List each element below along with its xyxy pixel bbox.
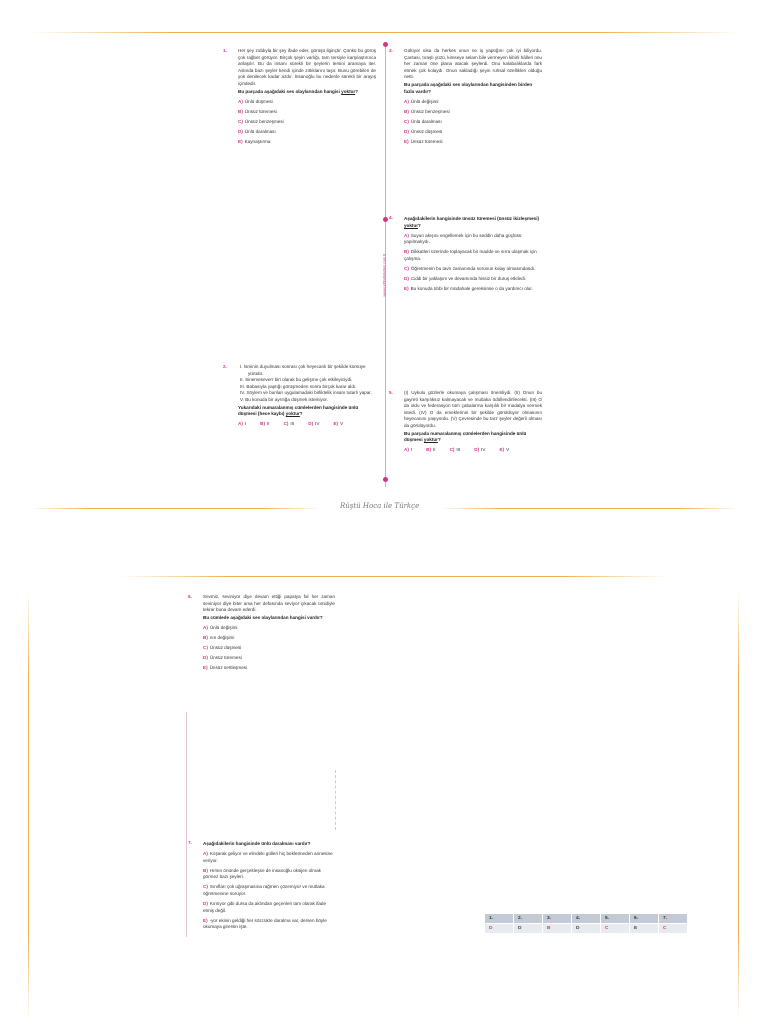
statement-2: II. Sinemeseverr biri olarak bu gelişme çok etkileyiciydi. [240,377,353,383]
question-5 [389,390,542,453]
answer-key-answer: D [514,924,543,934]
option-d[interactable]: D) Ünsüz düşmesi [404,128,443,134]
page2-left-rule [28,590,29,1020]
question-text: (I) Uykulu gözlerle okumaya çalışması önemliydi. (II) Onun bu gayreti karşılıksız kalmayacak ve mutlaka ödüllendirilecekti. (III) O da oldu ve federasyon tüm çabalarına karşılık bir madalya vermek istedi. (IV) O da emeklerinin bir şekilde görüldüyor olmasının heyecanını yaşıyordu. (V) Çevresinde bu tarz şeyler değerli olması da görülüyordu. [404,390,542,428]
answer-key-answer: E [630,924,659,934]
statement-5: V. Bu konuda bir ayrılığa düşmek istemiyor. [240,396,328,402]
page2-column-marks [335,770,337,830]
option-b[interactable]: B) II [426,446,436,452]
option-b[interactable]: B) Hırsın önünde gerçekleşse de insanoğlu oksijen olmak görmez bazı şeyleri. [203,867,321,880]
statement-1: I. İsminin duyulması sonrası çok heyecanlı bir şekilde kürsüye yürüdü. [240,364,366,376]
option-e[interactable]: E) -yor ekinin geldiği her sözcükte daralma var, dersen böyle okumaya girersin işte. [203,917,327,930]
question-prompt: Bu cümlede aşağıdaki ses olaylarından hangisi vardır? [203,614,323,620]
question-number: 3. [389,48,393,53]
answer-key-table [484,913,688,934]
side-url: www.pdfindirdelimi.com.tr [383,253,388,297]
option-c[interactable]: C) Ünsüz benzeşmesi [238,118,284,124]
question-number: 2. [223,364,227,369]
question-6 [188,594,335,672]
option-d[interactable]: D) Ünsüz türemesi [203,655,242,661]
question-prompt: Aşağıdakilerin hangisinde ünlü daralması vardır? [203,841,311,846]
option-e[interactable]: E) Kaynaştırma [238,139,271,145]
option-c[interactable]: C) Ünlü daralması [404,118,442,124]
question-text: Gülüyor olsa da herkes onun ne iş yaptığını çok iyi biliyordu. Çantası, tıraşlı yüzü, kimseye selam bile vermeyen kibirli hâlleri onu her zaman öne plana atacak şeylerdi. Onu kalabalıklarda fark etmek çok kolaydı. Onun sakladığı şeyin ruhsal özellikleri olduğu netti. [404,48,542,80]
answer-key-answer: C [659,924,688,934]
question-4 [389,215,542,293]
answer-key-number: 2. [514,914,543,924]
option-c[interactable]: C) Öğretmenin bu tavrı zamanında sorunun kolay olmasındandı. [404,266,536,272]
answer-key-number: 1. [485,914,514,924]
question-prompt: Bu parçada aşağıdaki ses olaylarından hangisi yoktur? [238,88,359,94]
question-number: 6. [188,594,192,599]
question-prompt: Aşağıdakilerin hangisinde ünsüz türemesi (ünsüz ikizleşmesi) yoktur? [404,216,540,228]
option-a[interactable]: A) I [238,420,247,426]
option-a[interactable]: A) Koşarak geliyor ve elindeki gülleri hiç bekletmeden annesine veriyor. [203,851,333,863]
answer-key-answer: B [543,924,572,934]
answer-key-number: 4. [572,914,601,924]
option-e[interactable]: E) V [499,446,510,452]
question-number: 1. [223,48,227,53]
question-1 [223,48,376,146]
question-prompt: Bu parçada numaralanmış cümlelerden hangisinde ünlü düşmesi yoktur? [404,430,527,443]
question-2 [223,364,376,427]
option-d[interactable]: D) Kırıtıyor gibi dursa da aklından geçenleri tam olarak ifade etmiş değil. [203,901,327,913]
question-number: 4. [389,215,393,220]
answer-key-number: 7. [659,914,688,924]
option-a[interactable]: A) I [404,446,413,452]
signature: Rüştü Hoca ile Türkçe [340,502,420,510]
question-text: Sevmiz, seviniyor diye devam ettiği papatya fal her zaman seviniyor diye biter ama her defasında seviyor çıkacak ümidiyle tekrar buna devam ederdi. [203,594,335,613]
option-b[interactable]: B) Dikkatleri üzerinde toplayacak bir madde ve sırra ulaşmak için çalışma. [404,249,537,261]
option-d[interactable]: D) Ciddi bir yaklaşım ve devamında hissiz bir duruş etkiledi. [404,276,527,282]
question-7 [188,840,335,931]
question-prompt: Yukarıdaki numaralanmış cümlelerden hangisinde ünlü düşmesi (hece kaybı) yoktur? [238,404,359,417]
option-a[interactable]: A) Ünlü değişimi [404,98,439,104]
question-number: 7. [188,840,192,845]
option-a[interactable]: A) Ünlü değişimi [203,624,238,630]
option-a[interactable]: A) Suyun akışını engellemek için bu seddin daha güçlüsü yapılmalıydı. [404,232,522,245]
statement-4: IV. Söylem ve bunları uygulamadaki birliktelik insanı tutarlı yapar. [240,390,372,396]
answer-key-numbers-row [485,914,688,924]
option-e[interactable]: E) Bu konuda tıbbi bir müdahale gereksinse o da yardımcı olur. [404,286,533,292]
question-3 [389,48,542,146]
page2-right-rule [738,590,739,1020]
option-d[interactable]: D) IV [474,446,486,452]
question-text: Her şey zıddıyla bir şey ifade eder, görüşü ilginçtir. Çünkü bu görüş çok rağbet görüyor. Birçok şeyin varlığı, tam tersiyle karşılaştırınca anlaşılır. Bu da insanı sürekli bir şeylerin tersini aramaya iter. Aslında bazı şeyler kendi içinde zıtlıklarını taşır. Bunu görebilen de yok denilecek kadar azdır. İnsanoğlu bu nedenle sürekli bir arayış içindedir. [238,48,376,86]
option-e[interactable]: E) Ünsüz sertleşmesi [203,665,248,671]
page1-bottom-rule-right [440,508,740,509]
question-number: 5. [389,390,393,395]
option-c[interactable]: C) III [283,420,295,426]
answer-key-answer: D [572,924,601,934]
answer-key-answers-row [485,924,688,934]
option-b[interactable]: B) Ünsüz benzeşmesi [404,108,450,114]
option-c[interactable]: C) Ünsüz düşmesi [203,645,242,651]
question-prompt: Bu parçada aşağıdaki ses olaylarından hangisinden birden fazla vardır? [404,81,533,94]
option-b[interactable]: B) nın değişimi [203,634,235,640]
answer-key-number: 5. [601,914,630,924]
answer-key-answer: D [485,924,514,934]
page2-margin-line [186,712,187,937]
option-b[interactable]: B) Ünsüz türemesi [238,108,277,114]
option-c[interactable]: C) Sınıfları çok uğraşmasına rağmen çözemiyor ve mutlaka öğretmenine soruyor. [203,884,325,897]
page1-bottom-rule [30,508,320,509]
statement-3: III. Babasıyla yaptığı görüşmeden sonra birçok karar aldı. [240,383,357,389]
option-b[interactable]: B) II [260,420,270,426]
option-e[interactable]: E) Ünsüz türemesi [404,139,443,145]
option-a[interactable]: A) Ünlü düşmesi [238,98,273,104]
answer-key-answer: C [601,924,630,934]
option-d[interactable]: D) IV [308,420,320,426]
option-d[interactable]: D) Ünlü daralması [238,128,276,134]
option-e[interactable]: E) V [333,420,344,426]
answer-key-number: 6. [630,914,659,924]
answer-key-number: 3. [543,914,572,924]
page2-top-rule [120,576,670,577]
page1-top-rule [30,32,740,33]
option-c[interactable]: C) III [449,446,461,452]
